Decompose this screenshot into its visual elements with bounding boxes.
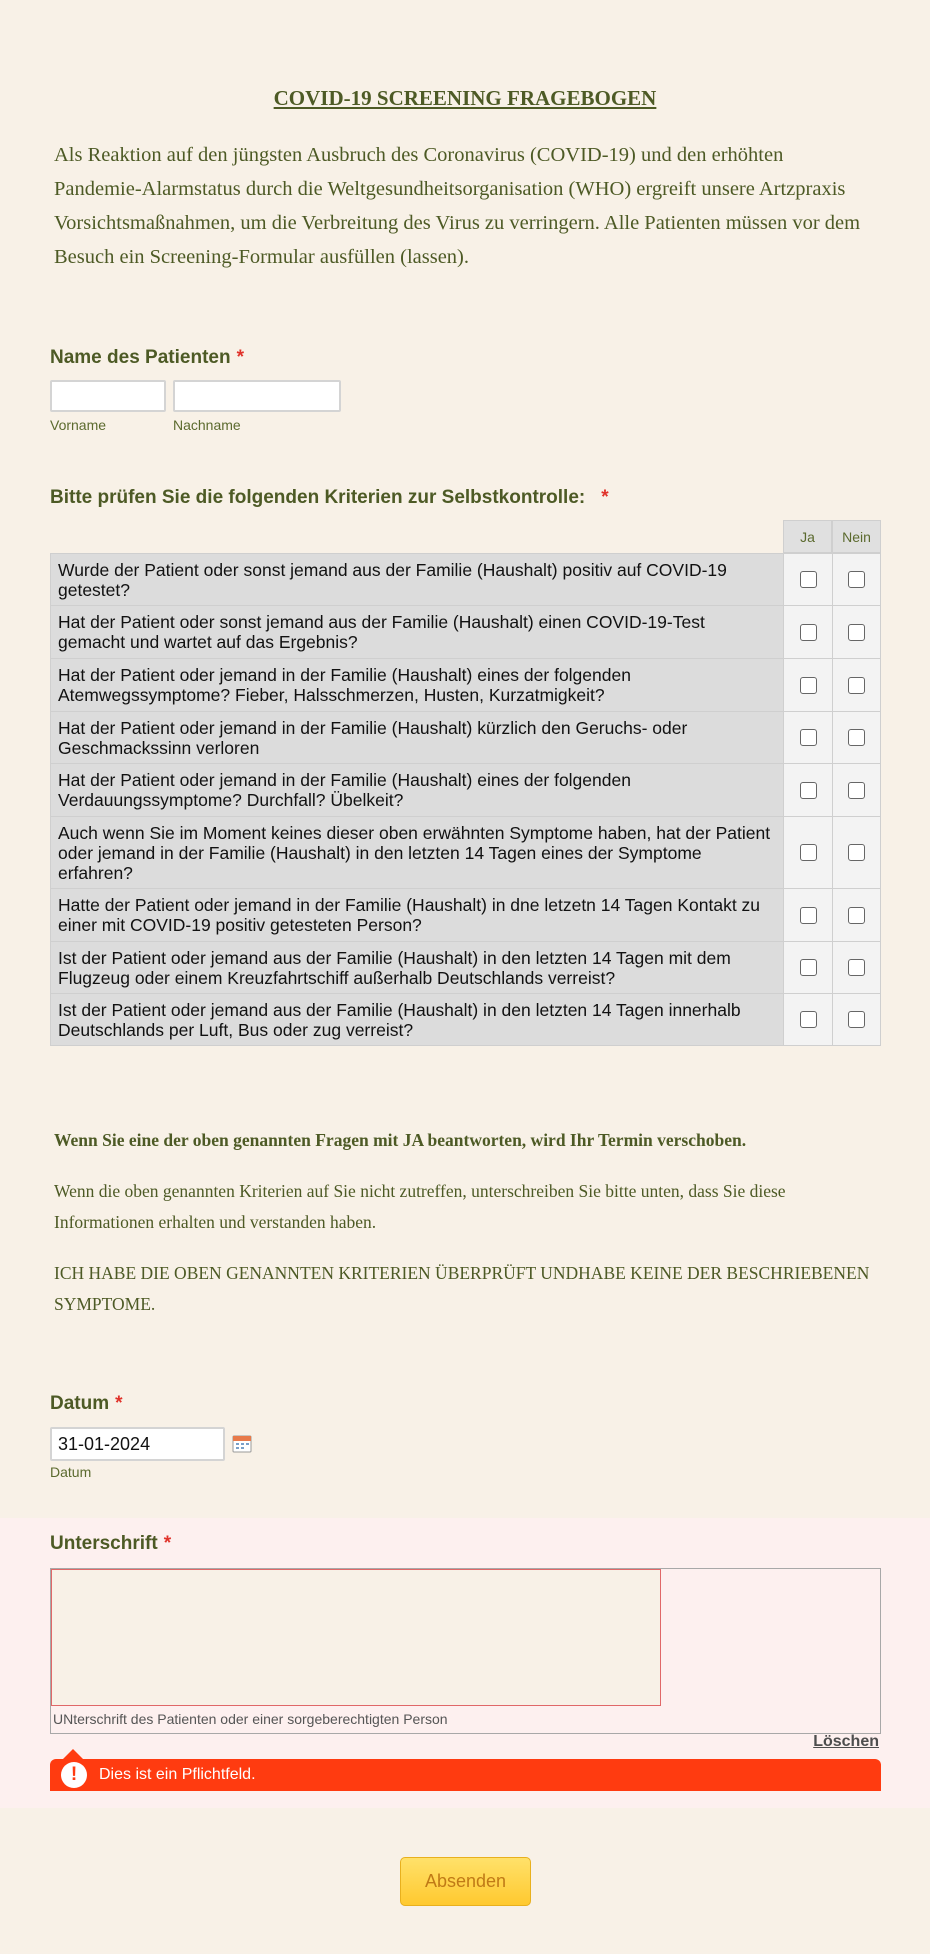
matrix-header bbox=[50, 520, 881, 553]
column-header-ja: Ja bbox=[783, 520, 832, 553]
matrix-row bbox=[50, 658, 881, 711]
signature-caption: UNterschrift des Patienten oder einer sorgeberechtigten Person bbox=[53, 1711, 448, 1727]
cell-nein bbox=[832, 817, 881, 888]
question-text: Wurde der Patient oder sonst jemand aus der Familie (Haushalt) positiv auf COVID-19 getestet? bbox=[50, 554, 783, 605]
last-name-input[interactable] bbox=[173, 380, 341, 412]
question-text: Hatte der Patient oder jemand in der Familie (Haushalt) in dne letzetn 14 Tagen Kontakt zu einer mit COVID-19 positiv getesteten Person? bbox=[50, 889, 783, 941]
required-error-message bbox=[50, 1759, 881, 1791]
matrix-row bbox=[50, 816, 881, 888]
checkbox-ja[interactable] bbox=[800, 729, 817, 746]
question-text: Ist der Patient oder jemand aus der Familie (Haushalt) in den letzten 14 Tagen innerhalb Deutschlands per Luft, Bus oder zug verreist? bbox=[50, 994, 783, 1045]
reschedule-warning: Wenn Sie eine der oben genannten Fragen mit JA beantworten, wird Ihr Termin verschoben. bbox=[54, 1130, 747, 1150]
checkbox-ja[interactable] bbox=[800, 677, 817, 694]
cell-ja bbox=[783, 889, 832, 941]
cell-ja bbox=[783, 994, 832, 1045]
cell-nein bbox=[832, 942, 881, 993]
cell-nein bbox=[832, 889, 881, 941]
required-mark: * bbox=[115, 1393, 123, 1414]
cell-nein bbox=[832, 554, 881, 605]
matrix-row bbox=[50, 993, 881, 1046]
checkbox-nein[interactable] bbox=[848, 959, 865, 976]
last-name-sublabel: Nachname bbox=[173, 417, 241, 433]
name-label-text: Name des Patienten bbox=[50, 347, 231, 368]
checkbox-ja[interactable] bbox=[800, 844, 817, 861]
checkbox-ja[interactable] bbox=[800, 782, 817, 799]
question-text: Auch wenn Sie im Moment keines dieser oben erwähnten Symptome haben, hat der Patient oder jemand in der Familie (Haushalt) in den letzten 14 Tagen eines der Symptome erfahren? bbox=[50, 817, 783, 888]
cell-ja bbox=[783, 659, 832, 711]
checkbox-nein[interactable] bbox=[848, 677, 865, 694]
checkbox-nein[interactable] bbox=[848, 624, 865, 641]
calendar-icon[interactable] bbox=[232, 1434, 252, 1454]
criteria-label bbox=[50, 487, 609, 509]
intro-text: Als Reaktion auf den jüngsten Ausbruch des Coronavirus (COVID-19) und den erhöhten Pandemie-Alarmstatus durch die Weltgesundheitsorganisation (WHO) ergreift unsere Artzpraxis Vorsichtsmaßnahmen, um die Verbreitung des Virus zu verringern. Alle Patienten müssen vor dem Besuch ein Screening-Formular ausfüllen (lassen). bbox=[54, 144, 861, 268]
alert-icon: ! bbox=[61, 1762, 87, 1788]
question-text: Hat der Patient oder jemand in der Familie (Haushalt) eines der folgenden Verdauungssymptome? Durchfall? Übelkeit? bbox=[50, 764, 783, 816]
checkbox-nein[interactable] bbox=[848, 729, 865, 746]
cell-nein bbox=[832, 606, 881, 658]
column-header-nein: Nein bbox=[832, 520, 881, 553]
checkbox-nein[interactable] bbox=[848, 1011, 865, 1028]
checkbox-ja[interactable] bbox=[800, 959, 817, 976]
matrix-row bbox=[50, 553, 881, 605]
checkbox-ja[interactable] bbox=[800, 1011, 817, 1028]
cell-nein bbox=[832, 994, 881, 1045]
error-text: Dies ist ein Pflichtfeld. bbox=[99, 1766, 256, 1783]
required-mark: * bbox=[601, 487, 609, 508]
date-label bbox=[50, 1393, 123, 1415]
matrix-row bbox=[50, 941, 881, 993]
cell-nein bbox=[832, 659, 881, 711]
clear-signature-link[interactable]: Löschen bbox=[813, 1733, 879, 1750]
cell-ja bbox=[783, 712, 832, 763]
checkbox-nein[interactable] bbox=[848, 782, 865, 799]
question-text: Hat der Patient oder jemand in der Familie (Haushalt) kürzlich den Geruchs- oder Geschmackssinn verloren bbox=[50, 712, 783, 763]
first-name-input[interactable] bbox=[50, 380, 166, 412]
cell-ja bbox=[783, 817, 832, 888]
cell-ja bbox=[783, 554, 832, 605]
required-mark: * bbox=[236, 347, 244, 368]
signature-pad[interactable] bbox=[51, 1569, 661, 1706]
date-input[interactable]: 31-01-2024 bbox=[50, 1427, 225, 1461]
date-sublabel: Datum bbox=[50, 1464, 92, 1480]
form-title: COVID-19 SCREENING FRAGEBOGEN bbox=[273, 86, 657, 110]
cell-ja bbox=[783, 942, 832, 993]
cell-ja bbox=[783, 606, 832, 658]
question-text: Hat der Patient oder jemand in der Familie (Haushalt) eines der folgenden Atemwegssymptome? Fieber, Halsschmerzen, Husten, Kurzatmigkeit? bbox=[50, 659, 783, 711]
cell-nein bbox=[832, 712, 881, 763]
question-text: Ist der Patient oder jemand aus der Familie (Haushalt) in den letzten 14 Tagen mit dem Flugzeug oder einem Kreuzfahrtschiff außerhalb Deutschlands verreist? bbox=[50, 942, 783, 993]
checkbox-ja[interactable] bbox=[800, 907, 817, 924]
criteria-label-text: Bitte prüfen Sie die folgenden Kriterien zur Selbstkontrolle: bbox=[50, 487, 586, 508]
first-name-sublabel: Vorname bbox=[50, 417, 107, 433]
cell-nein bbox=[832, 764, 881, 816]
matrix-row bbox=[50, 888, 881, 941]
matrix-row bbox=[50, 605, 881, 658]
checkbox-nein[interactable] bbox=[848, 844, 865, 861]
criteria-matrix bbox=[50, 520, 881, 1046]
name-label bbox=[50, 347, 244, 369]
checkbox-nein[interactable] bbox=[848, 571, 865, 588]
matrix-header-spacer bbox=[50, 520, 783, 553]
instructions-text: Wenn die oben genannten Kriterien auf Sie nicht zutreffen, unterschreiben Sie bitte unten, dass Sie diese Informationen erhalten und verstanden haben. bbox=[54, 1181, 786, 1232]
required-mark: * bbox=[163, 1533, 172, 1554]
matrix-row bbox=[50, 763, 881, 816]
signature-label bbox=[50, 1533, 171, 1555]
checkbox-ja[interactable] bbox=[800, 571, 817, 588]
confirmation-text: ICH HABE DIE OBEN GENANNTEN KRITERIEN ÜBERPRÜFT UNDHABE KEINE DER BESCHRIEBENEN SYMPTOME. bbox=[54, 1263, 870, 1314]
submit-button[interactable]: Absenden bbox=[400, 1857, 531, 1906]
signature-label-text: Unterschrift bbox=[50, 1533, 158, 1554]
date-label-text: Datum bbox=[50, 1393, 110, 1414]
question-text: Hat der Patient oder sonst jemand aus der Familie (Haushalt) einen COVID-19-Test gemacht und wartet auf das Ergebnis? bbox=[50, 606, 783, 658]
cell-ja bbox=[783, 764, 832, 816]
matrix-row bbox=[50, 711, 881, 763]
checkbox-nein[interactable] bbox=[848, 907, 865, 924]
checkbox-ja[interactable] bbox=[800, 624, 817, 641]
